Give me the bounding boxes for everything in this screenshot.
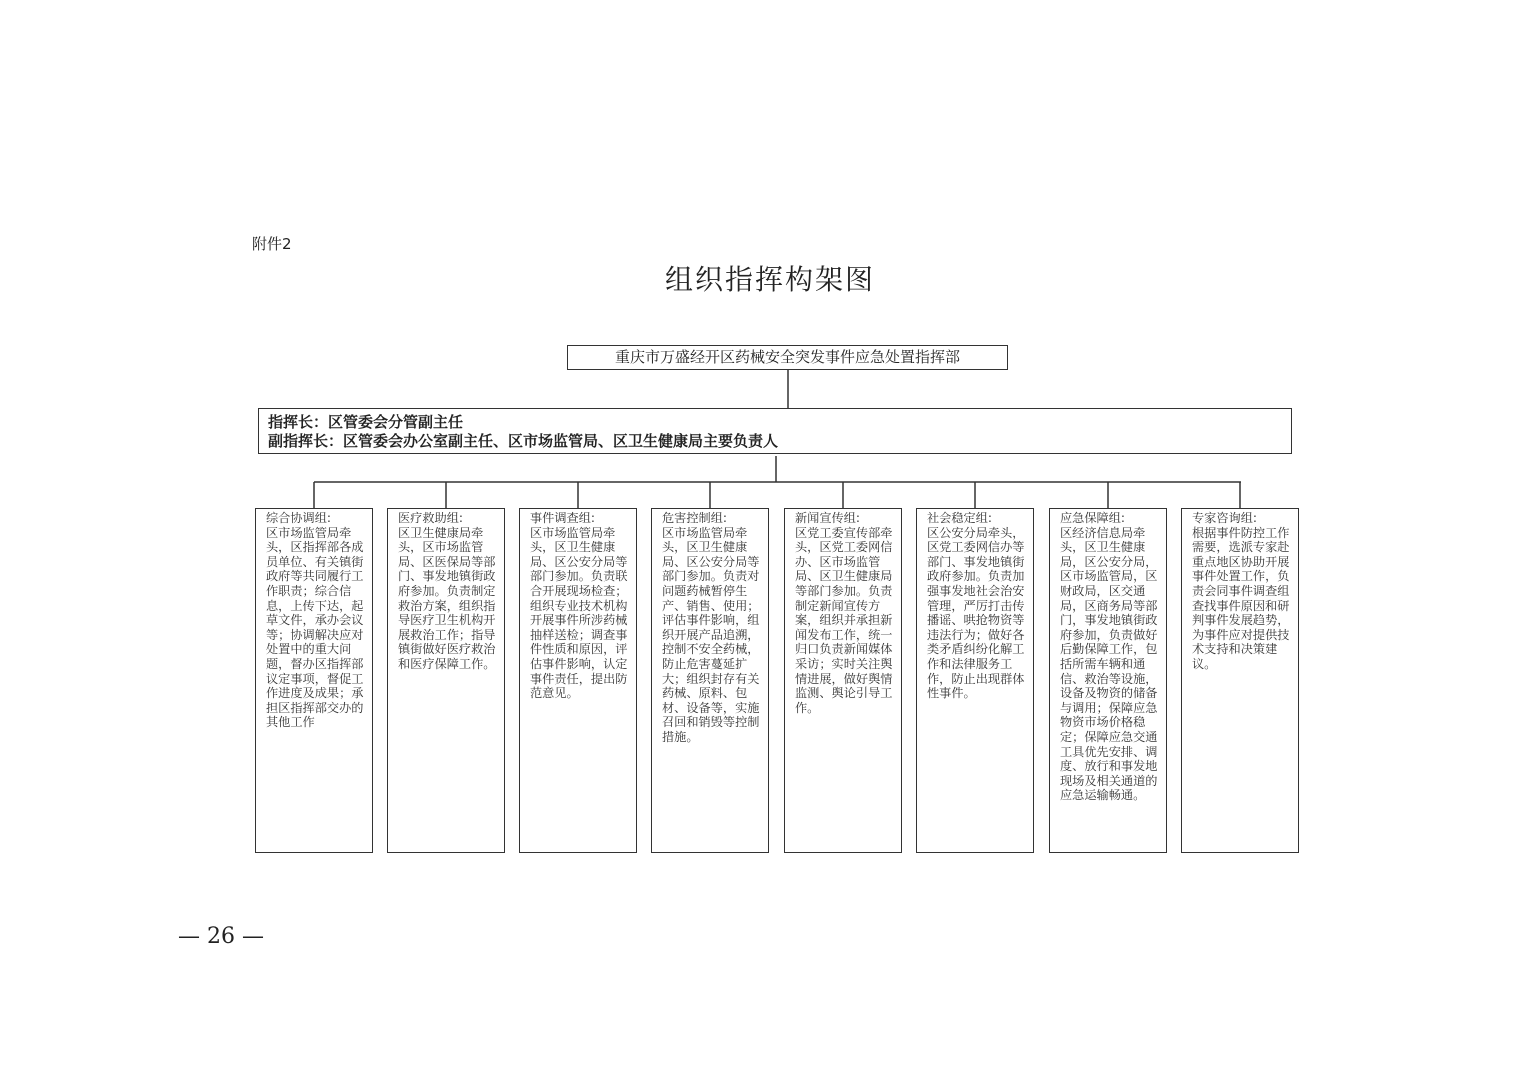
group-node xyxy=(916,508,1034,853)
group-name: 新闻宣传组: xyxy=(795,511,861,525)
group-node xyxy=(519,508,637,853)
group-name: 医疗救助组: xyxy=(398,511,464,525)
page-number: — 26 — xyxy=(178,924,264,949)
page-title: 组织指挥构架图 xyxy=(664,263,875,296)
group-description: 区卫生健康局牵头，区市场监管局、区医保局等部门、事发地镇街政府参加。负责制定救治方案，组织指导医疗卫生机构开展救治工作；指导镇街做好医疗救治和医疗保障工作。 xyxy=(398,525,496,671)
group-description: 区党工委宣传部牵头，区党工委网信办、区市场监管局、区卫生健康局等部门参加。负责制定新闻宣传方案，组织并承担新闻发布工作，统一归口负责新闻媒体采访；实时关注舆情进展，做好舆情监测、舆论引导工作。 xyxy=(795,525,893,715)
group-name: 危害控制组: xyxy=(662,511,728,525)
deputy-commander-line: 副指挥长：区管委会办公室副主任、区市场监管局、区卫生健康局主要负责人 xyxy=(268,432,779,450)
command-node xyxy=(258,408,1292,454)
group-node xyxy=(255,508,373,853)
group-name: 社会稳定组: xyxy=(927,511,993,525)
group-node xyxy=(651,508,769,853)
group-description: 根据事件防控工作需要，选派专家赴重点地区协助开展事件处置工作，负责会同事件调查组查找事件原因和研判事件发展趋势，为事件应对提供技术支持和决策建议。 xyxy=(1192,525,1290,671)
group-description: 区市场监管局牵头，区指挥部各成员单位、有关镇街政府等共同履行工作职责；综合信息，上传下达，起草文件，承办会议等；协调解决应对处置中的重大问题，督办区指挥部议定事项，督促工作进度及成果；承担区指挥部交办的其他工作 xyxy=(266,525,364,730)
group-description: 区公安分局牵头，区党工委网信办等部门、事发地镇街政府参加。负责加强事发地社会治安管理，严厉打击传播谣、哄抢物资等违法行为；做好各类矛盾纠纷化解工作和法律服务工作，防止出现群体性事件。 xyxy=(927,525,1025,701)
group-node xyxy=(784,508,902,853)
group-name: 应急保障组: xyxy=(1060,511,1126,525)
root-node-headquarters: 重庆市万盛经开区药械安全突发事件应急处置指挥部 xyxy=(567,345,1008,370)
group-description: 区经济信息局牵头，区卫生健康局，区公安分局，区市场监管局，区财政局，区交通局，区商务局等部门，事发地镇街政府参加，负责做好后勤保障工作，包括所需车辆和通信、救治等设施，设备及物资的储备与调用；保障应急物资市场价格稳定；保障应急交通工具优先安排、调度、放行和事发地现场及相关通道的应急运输畅通。 xyxy=(1060,525,1158,803)
group-name: 综合协调组: xyxy=(266,511,332,525)
group-node xyxy=(387,508,505,853)
group-description: 区市场监管局牵头，区卫生健康局、区公安分局等部门参加。负责联合开展现场检查；组织专业技术机构开展事件所涉药械抽样送检；调查事件性质和原因，评估事件影响，认定事件责任，提出防范意见。 xyxy=(530,525,628,701)
commander-line: 指挥长：区管委会分管副主任 xyxy=(268,413,464,431)
attachment-label: 附件2 xyxy=(252,235,292,253)
group-description: 区市场监管局牵头，区卫生健康局、区公安分局等部门参加。负责对问题药械暂停生产、销售、使用；评估事件影响，组织开展产品追溯，控制不安全药械，防止危害蔓延扩大；组织封存有关药械、原料、包材、设备等，实施召回和销毁等控制措施。 xyxy=(662,525,760,744)
group-name: 事件调查组: xyxy=(530,511,596,525)
group-node xyxy=(1049,508,1167,853)
group-node xyxy=(1181,508,1299,853)
group-name: 专家咨询组: xyxy=(1192,511,1258,525)
